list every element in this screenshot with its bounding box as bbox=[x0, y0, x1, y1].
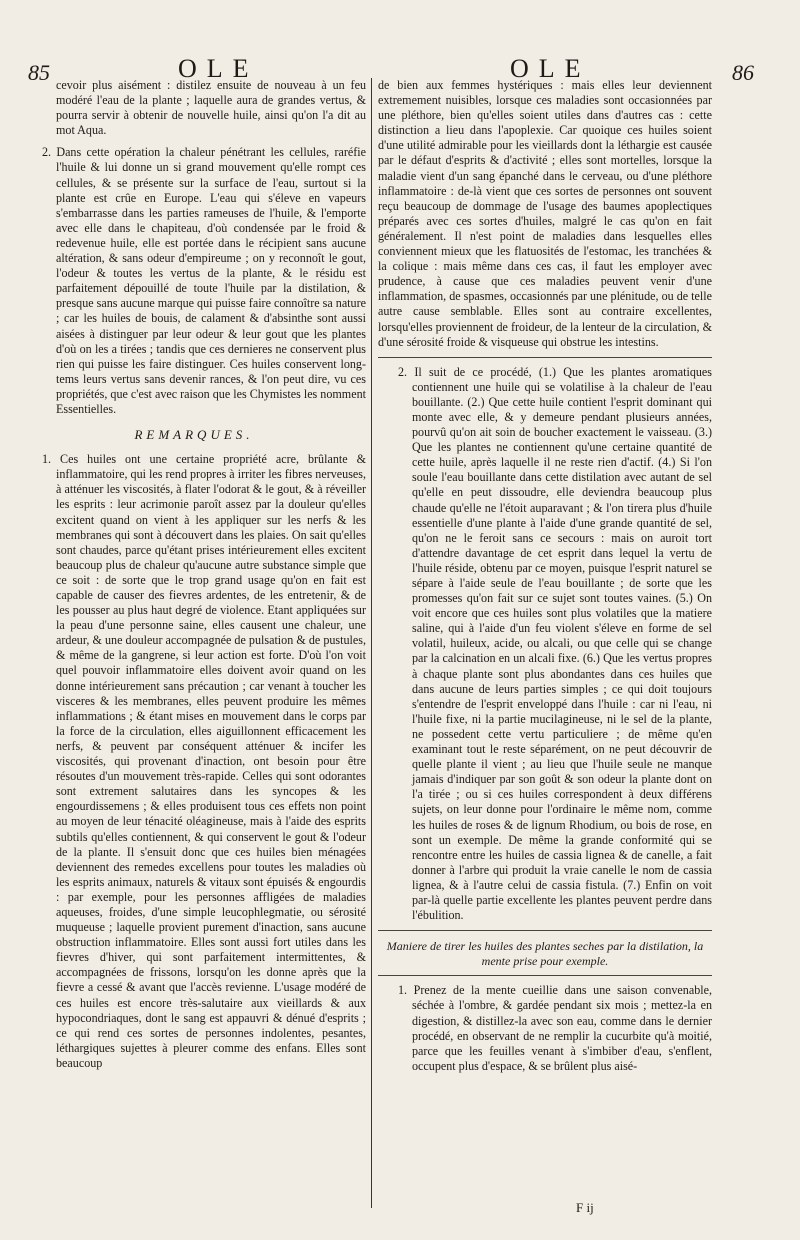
running-title-right: OLE bbox=[510, 54, 591, 83]
paragraph-2: 2. Dans cette opération la chaleur pénétrant les cellules, raréfie l'huile & lui donne un si grand mouvement qu'elle rompt ces cellules, & se présente sur la surface de l'eau, surtout si la plante est crûe en Europe. L'eau qui s'éleve en vapeurs s'embarrasse dans les parties rameuses de l'huile, & l'emporte avec elle dans le chapiteau, d'où condensée par le froid & redevenue huile, elle est portée dans le récipient sans aucune altération, & sans odeur d'empireume ; on y reconnoît le gout, l'odeur & toutes les vertus de la plante, & le résidu est parfaitement dépouillé de toute l'huile par la distilation, & presque sans aucune marque qui puisse faire connoître sa nature ; car les huiles de bouis, de calament & d'absinthe sont aussi aisées à distinguer par leur odeur & leur gout que les plantes d'où on les a tirées ; tandis que ces dernieres ne conservent plus rien qui puisse les faire distinguer. Ces huiles conservent long-tems leurs vertus sans devenir rances, & l'on peut dire, vu ces propriétés, que c'est avec raison que les Chymistes les nomment Essentielles. bbox=[42, 145, 366, 416]
remarks-heading: REMARQUES. bbox=[134, 427, 254, 443]
remark-2: 2. Il suit de ce procédé, (1.) Que les plantes aromatiques contiennent une huile qui se volatilise à la chaleur de l'eau bouillante. (2.) Que cette huile contient l'esprit dominant qui monte avec elle, & y demeure pendant plusieurs années, pourvû qu'on ait soin de boucher exactement le vaisseau. (3.) Que les plantes ne contiennent qu'une certaine quantité de cette huile, après laquelle il ne reste rien d'actif. (4.) Si l'on soule l'eau bouillante dans cette distilation avec autant de sel qu'elle en peut dissoudre, elle deviendra beaucoup plus chaude qu'elle ne l'étoit auparavant ; & l'on tirera plus d'huile essentielle d'une plante à l'aide d'une grande quantité de sel, qu'on ne le feroit sans ce secours : mais on auroit tort d'attendre davantage de cet esprit dans lequel la vertu de l'huile réside, obtenu par ce moyen, puisque l'esprit naturel se sépare à l'aide seule de l'eau bouillante ; de sorte que les promesses qu'on fait sur ce sujet sont toutes vaines. (5.) On voit encore que ces huiles sont plus volatiles que la matiere saline, qui à l'aide d'un feu violent s'éleve en forme de sel volatil, huileux, acide, ou alcali, ou que celle qui se change par la calcination en un alcali fixe. (6.) Que les vertus propres à chaque plante sont plus abondantes dans ces huiles que dans aucune de leurs parties simples ; ce qui doit toujours s'entendre de l'esprit enveloppé dans l'huile : car ni l'eau, ni l'huile fixe, ni la partie mucilagineuse, ni le sel de la plante, ne possedent cette vertu particuliere ; de même qu'en examinant tout le reste séparément, on ne peut découvrir de quelle plante il vient ; au lieu que l'huile seule ne manque jamais d'indiquer par son goût & son odeur la plante dont on l'a tirée ; ou si ces huiles correspondent à deux différens sujets, on leur donne pour l'ordinaire le même nom, comme les huiles de roses & de lignum Rhodium, ou bois de rose, en sont un exemple. De même la grande conformité qui se rencontre entre les huiles de cassia lignea & de canelle, a fait donner à l'arbre qui produit la vraie canelle le nom de cassia lignea, & à l'autre celui de cassia fistula. (7.) Enfin on voit par-là quelle partie excellente les plantes peuvent perdre dans l'ébulition. bbox=[398, 364, 712, 923]
rule-divider bbox=[378, 975, 712, 976]
recipe-paragraph-1: 1. Prenez de la mente cueillie dans une saison convenable, séchée à l'ombre, & gardée pendant six mois ; mettez-la en digestion, & distillez-la avec son eau, comme dans le dernier procédé, en observant de ne remplir la cucurbite qu'à moitié, parce que les feuilles venant à s'imbiber d'eau, s'enflent, occupent plus d'espace, & se brûlent plus aisé- bbox=[398, 983, 712, 1073]
rule-divider bbox=[378, 930, 712, 931]
left-column bbox=[22, 78, 366, 1078]
section-subtitle: Maniere de tirer les huiles des plantes seches par la distilation, la mente prise pour exemple. bbox=[386, 939, 704, 969]
running-title-left: OLE bbox=[178, 54, 259, 83]
paragraph-continuation-right: de bien aux femmes hystériques : mais elles leur deviennent extremement nuisibles, lorsque ces maladies sont occasionnées par une pléthore, bien qu'elles soient utiles dans d'autres cas : cette distinction a lieu dans l'apoplexie. Car quoique ces huiles soient d'une utilité admirable pour les vieillards dont la léthargie est causée par le défaut d'esprits & d'activité ; elles sont mortelles, lorsque la maladie vient d'un sang épanché dans le cerveau, ou d'une pléthore inflammatoire : de-là vient que ces sortes de personnes ont souvent reçu beaucoup de dommage de l'usage des baumes apoplectiques préparés avec ces sortes d'huiles, malgré le cas qu'on en fait généralement. Il n'est point de maladies dans lesquelles elles conviennent mieux que les flatuosités de l'estomac, les tranchées & la colique : mais même dans ces cas, il faut les employer avec prudence, à cause que ces maladies peuvent venir d'une inflammation, de spasmes, occasionnés par une plénitude, ou de telle autre cause semblable. Elles sont au contraire excellentes, lorsqu'elles proviennent de froideur, de la lenteur de la circulation, & d'une sérosité froide & visqueuse qui obstrue les intestins. bbox=[378, 78, 712, 349]
page-number-right: 86 bbox=[732, 60, 754, 85]
rule-divider bbox=[378, 357, 712, 358]
remark-1: 1. Ces huiles ont une certaine propriété acre, brûlante & inflammatoire, qui les rend propres à irriter les fibres nerveuses, à atténuer les viscosités, à flater l'odorat & le gout, & à réveiller les esprits : leur acrimonie paroît assez par la douleur qu'elles excitent quand on vient à les appliquer sur les nerfs & les membranes qui sont à découvert dans les plaies. On sait qu'elles sont chaudes, parce qu'étant prises intérieurement elles excitent beaucoup plus de chaleur qu'aucune autre substance simple que ce soit : de sorte que le trop grand usage qu'on en fait est capable de causer des fievres ardentes, de les entretenir, & de les pousser au plus haut degré de violence. Etant appliquées sur la peau d'une personne saine, elles causent une chaleur, une ardeur, & une douleur accompagnée de pulsation & de pustules, & même de la gangrene, si leur action est forte. D'où l'on voit quel pouvoir inflammatoire elles doivent avoir quand on les donne intérieurement sans précaution ; car venant à toucher les visceres & les membranes, elles peuvent produire les mêmes inflammations ; & étant mises en mouvement dans le corps par la force de la circulation, elles aiguillonnent efficacement les nerfs, & peuvent par conséquent atténuer & incifer les viscosités, qui provenant d'inaction, ont besoin pour être résoutes d'un mouvement très-rapide. Celles qui sont odorantes sont extrement salutaires dans les syncopes & les engourdissemens ; & elles produisent tous ces effets non point au moyen de leur ténacité oléagineuse, mais à l'aide des esprits subtils qu'elles contiennent, & qui conservent le gout & l'odeur de la plante. Il s'ensuit donc que ces huiles bien ménagées deviennent des remedes excellens pour toutes les maladies où les esprits animaux, naturels & vitaux sont épuisés & engourdis : par exemple, pour les personnes affligées de maladies aqueuses, froides, d'une simple leucophlegmatie, ou sérosité muqueuse ; laquelle provient purement d'inaction, sans aucune obstruction inflammatoire. Elles sont aussi fort utiles dans les fievres d'hiver, qui sont parfaitement intermittentes, & accompagnées de frissons, lorsqu'on les donne après que la fievre a cessé & avant que l'accès revienne. L'usage modéré de ces huiles est encore très-salutaire aux vieillards & aux hypocondriaques, dont le sang est appauvri & dénué d'esprits ; ce qui rend ces sortes de personnes indolentes, pesantes, léthargiques sujettes à pleurer comme des enfans. Elles sont beaucoup bbox=[42, 452, 366, 1070]
column-divider bbox=[371, 78, 372, 1208]
right-column bbox=[378, 78, 712, 1081]
signature-mark: F ij bbox=[576, 1200, 594, 1215]
page-number-left: 85 bbox=[28, 60, 50, 85]
paragraph-continuation: cevoir plus aisément : distilez ensuite de nouveau à un feu modéré l'eau de la plante ; laquelle aura de grandes vertus, & pourra servir à obtenir de nouvelle huile, ainsi qu'on l'a dit au mot Aqua. bbox=[56, 78, 366, 138]
